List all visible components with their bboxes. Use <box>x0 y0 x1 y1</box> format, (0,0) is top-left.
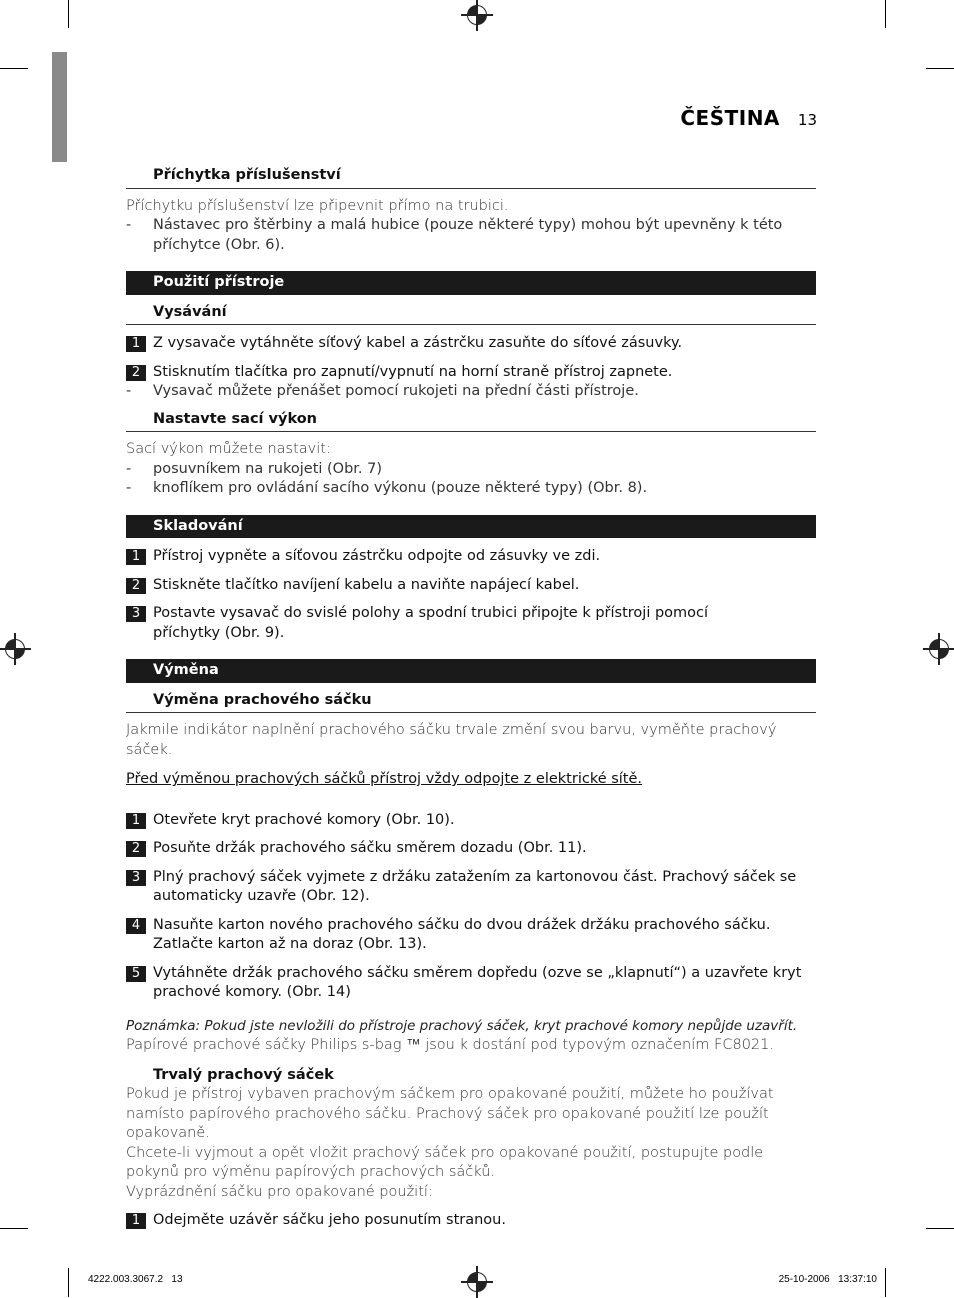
step-number: 5 <box>126 966 146 982</box>
step-text: Postavte vysavač do svislé polohy a spodní trubici připojte k přístroji pomocí příchytky (Obr. 9). <box>153 605 709 641</box>
dash-marker: - <box>126 217 132 233</box>
step-item <box>126 547 816 567</box>
paragraph: Pokud je přístroj vybaven prachovým sáčkem pro opakované použití, můžete ho používat namísto papírového prachového sáčku. Prachový sáček pro opakované použití lze použít opakovaně. <box>126 1086 774 1141</box>
dash-marker: - <box>126 480 132 496</box>
crop-mark <box>885 1268 886 1297</box>
page-header <box>680 106 817 130</box>
step-number: 1 <box>126 1213 146 1229</box>
step-number: 1 <box>126 336 146 352</box>
step-number: 2 <box>126 578 146 594</box>
bullet-item <box>126 382 816 402</box>
step-text: Plný prachový sáček vyjmete z držáku zatažením za kartonovou část. Prachový sáček se automaticky uzavře (Obr. 12). <box>153 868 797 904</box>
step-item <box>126 604 816 643</box>
crop-mark <box>885 0 886 28</box>
paragraph: Příchytku příslušenství lze připevnit přímo na trubici. <box>126 197 509 214</box>
crop-mark <box>926 1228 954 1229</box>
step-item <box>126 1211 816 1231</box>
step-number: 4 <box>126 918 146 934</box>
step-text: Posuňte držák prachového sáčku směrem dozadu (Obr. 11). <box>153 840 587 856</box>
step-number: 2 <box>126 365 146 381</box>
step-number: 3 <box>126 606 146 622</box>
step-item <box>126 363 816 383</box>
step-number: 2 <box>126 841 146 857</box>
step-text: Nasuňte karton nového prachového sáčku do dvou drážek držáku prachového sáčku. Zatlačte karton až na doraz (Obr. 13). <box>153 916 771 952</box>
step-text: Stisknutím tlačítka pro zapnutí/vypnutí na horní straně přístroj zapnete. <box>153 363 673 380</box>
section-heading-storage: Skladování <box>126 515 816 539</box>
bullet-text: Vysavač můžete přenášet pomocí rukojeti na přední části přístroje. <box>153 383 639 399</box>
paragraph: Vyprázdnění sáčku pro opakované použití: <box>126 1183 433 1200</box>
page-number: 13 <box>797 111 817 129</box>
step-text: Vytáhněte držák prachového sáčku směrem dopředu (ozve se „klapnutí“) a uzavřete kryt prachové komory. (Obr. 14) <box>153 964 802 1000</box>
step-number: 1 <box>126 549 146 565</box>
step-item <box>126 839 816 859</box>
footer-timestamp: 25-10-2006 13:37:10 <box>778 1274 877 1285</box>
language-title: ČEŠTINA <box>680 106 780 130</box>
step-text: Přístroj vypněte a síťovou zástrčku odpojte od zásuvky ve zdi. <box>153 548 601 564</box>
bullet-text: Nástavec pro štěrbiny a malá hubice (pouze některé typy) mohou být upevněny k této příchytce (Obr. 6). <box>153 217 783 253</box>
subheading-bag: Výměna prachového sáčku <box>126 691 816 714</box>
step-item <box>126 576 816 596</box>
step-item <box>126 334 816 354</box>
bullet-text: knoflíkem pro ovládání sacího výkonu (pouze některé typy) (Obr. 8). <box>153 480 648 496</box>
step-item <box>126 811 816 831</box>
note-text: Poznámka: Pokud jste nevložili do přístroje prachový sáček, kryt prachové komory nepůjde uzavřít. <box>126 1017 798 1034</box>
subheading-suction: Nastavte sací výkon <box>126 410 816 433</box>
step-text: Otevřete kryt prachové komory (Obr. 10). <box>153 811 455 828</box>
warning-text: Před výměnou prachových sáčků přístroj vždy odpojte z elektrické sítě. <box>126 771 643 787</box>
paragraph: Jakmile indikátor naplnění prachového sáčku trvale změní svou barvu, vyměňte prachový sáček. <box>126 722 777 758</box>
section-heading-replacement: Výměna <box>126 659 816 683</box>
crop-mark <box>68 1268 69 1297</box>
registration-mark-icon <box>467 1272 487 1292</box>
step-text: Stiskněte tlačítko navíjení kabelu a naviňte napájecí kabel. <box>153 576 580 593</box>
crop-mark <box>926 68 954 69</box>
crop-mark <box>0 68 28 69</box>
color-bar <box>52 52 67 162</box>
bullet-item <box>126 460 816 480</box>
paragraph: Papírové prachové sáčky Philips s-bag ™ jsou k dostání pod typovým označením FC8021. <box>126 1037 774 1053</box>
step-item <box>126 916 816 955</box>
step-text: Odejměte uzávěr sáčku jeho posunutím stranou. <box>153 1212 506 1228</box>
section-heading-use: Použití přístroje <box>126 271 816 295</box>
subheading-attachment: Příchytka příslušenství <box>126 166 816 189</box>
paragraph: Chcete-li vyjmout a opět vložit prachový sáček pro opakované použití, postupujte podle pokynů pro výměnu papírových prachových sáčků. <box>126 1144 764 1180</box>
dash-marker: - <box>126 460 132 477</box>
registration-mark-icon <box>467 5 487 25</box>
footer-document-code: 4222.003.3067.2 13 <box>88 1274 183 1285</box>
dash-marker: - <box>126 383 132 399</box>
step-number: 1 <box>126 813 146 829</box>
bullet-item <box>126 216 816 255</box>
step-number: 3 <box>126 870 146 886</box>
step-item <box>126 964 816 1003</box>
registration-mark-icon <box>929 639 949 659</box>
crop-mark <box>68 0 69 28</box>
paragraph: Sací výkon můžete nastavit: <box>126 441 331 457</box>
step-text: Z vysavače vytáhněte síťový kabel a zástrčku zasuňte do síťové zásuvky. <box>153 335 683 351</box>
subheading-vacuuming: Vysávání <box>126 303 816 326</box>
bullet-item <box>126 479 816 499</box>
registration-mark-icon <box>5 639 25 659</box>
step-item <box>126 868 816 907</box>
page-content <box>126 158 816 1231</box>
bullet-text: posuvníkem na rukojeti (Obr. 7) <box>153 460 383 477</box>
subheading-permanent-bag: Trvalý prachový sáček <box>153 1066 334 1083</box>
crop-mark <box>0 1228 28 1229</box>
